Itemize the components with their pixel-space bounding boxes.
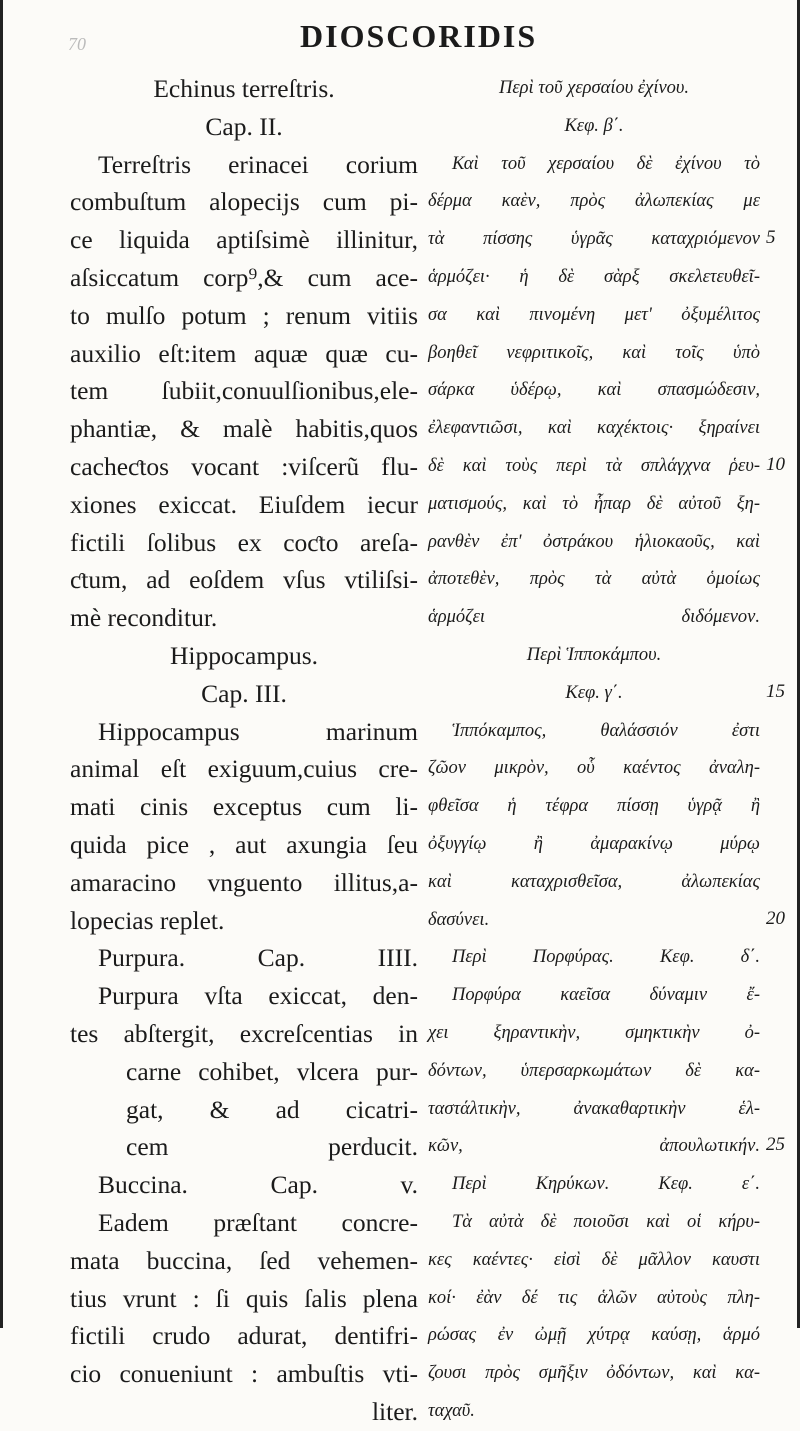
latin-text-line: Terreſtris erinacei corium bbox=[98, 149, 418, 179]
greek-text-line: Κεφ. γ΄. bbox=[565, 682, 623, 703]
greek-text-line: Περὶ Κηρύκων. Κεφ. ε΄. bbox=[452, 1174, 760, 1195]
greek-text-line: Κεφ. β΄. bbox=[564, 115, 624, 136]
latin-text-line: mati cinis exceptus cum li- bbox=[70, 792, 418, 822]
latin-text-line: animal eſt exiguum,cuius cre- bbox=[70, 754, 418, 784]
margin-line-number: 25 bbox=[766, 1134, 785, 1156]
greek-text-line: ἁρμόζει διδόμενον. bbox=[428, 607, 760, 628]
margin-line-number: 5 bbox=[766, 227, 776, 249]
latin-text-line: carne cohibet, vlcera pur- bbox=[126, 1056, 418, 1086]
greek-text-line: φθεῖσα ἡ τέφρα πίσσῃ ὑγρᾷ ἢ bbox=[428, 796, 760, 817]
latin-text-line: cem perducit. bbox=[126, 1132, 418, 1162]
greek-text-line: βοηθεῖ νεφριτικοῖς, καὶ τοῖς ὑπὸ bbox=[428, 342, 760, 363]
greek-text-line: Καὶ τοῦ χερσαίου δὲ ἐχίνου τὸ bbox=[452, 153, 760, 174]
latin-text-line: Cap. II. bbox=[205, 111, 283, 141]
latin-text-line: fictili crudo adurat, dentifri- bbox=[70, 1321, 418, 1351]
latin-text-line: mè reconditur. bbox=[70, 603, 218, 633]
latin-text-line: ƈtum, ad eoſdem vſus vtiliſsi- bbox=[70, 565, 418, 595]
greek-text-line: κες καέντες· εἰσὶ δὲ μᾶλλον καυστι bbox=[428, 1249, 760, 1270]
margin-line-number: 10 bbox=[766, 454, 785, 475]
greek-text-line: δέρμα καὲν, πρὸς ἀλωπεκίας με bbox=[428, 191, 760, 212]
greek-text-line: Πορφύρα καεῖσα δύναμιν ἔ- bbox=[452, 985, 760, 1006]
greek-text-line: σάρκα ὑδέρῳ, καὶ σπασμώδεσιν, bbox=[428, 380, 760, 401]
greek-column bbox=[428, 70, 760, 1431]
latin-text-line: combuſtum alopecijs cum pi- bbox=[70, 187, 418, 217]
latin-text-line: Hippocampus. bbox=[169, 640, 319, 670]
latin-text-line: ce liquida aptiſsimè illinitur, bbox=[70, 225, 418, 255]
latin-text-line: Purpura. Cap. IIII. bbox=[98, 943, 418, 973]
greek-text-line: σα καὶ πινομένη μετ' ὀξυμέλιτος bbox=[428, 304, 760, 325]
greek-text-line: Περὶ Πορφύρας. Κεφ. δ΄. bbox=[452, 947, 760, 968]
latin-text-line: liter. bbox=[371, 1396, 418, 1426]
greek-text-line: τὰ πίσσης ὑγρᾶς καταχριόμενον bbox=[428, 229, 760, 250]
latin-text-line: phantiæ, & malè habitis,quos bbox=[70, 414, 418, 444]
latin-text-line: gat, & ad cicatri- bbox=[126, 1094, 418, 1124]
greek-text-line: ρανθὲν ἐπ' ὀστράκου ἡλιοκαοῦς, καὶ bbox=[428, 531, 760, 552]
greek-text-line: καὶ καταχρισθεῖσα, ἀλωπεκίας bbox=[428, 871, 760, 892]
latin-text-line: to mulſo potum ; renum vitiis bbox=[70, 300, 418, 330]
page-edge-left bbox=[0, 0, 3, 1328]
greek-text-line: κοί· ἐὰν δέ τις ἁλῶν αὐτοὺς πλη- bbox=[428, 1287, 760, 1308]
greek-text-line: ταχαῦ. bbox=[428, 1400, 475, 1421]
greek-text-line: ζουσι πρὸς σμῆξιν ὀδόντων, καὶ κα- bbox=[428, 1363, 760, 1384]
latin-text-line: aſsiccatum corp⁹,& cum ace- bbox=[70, 262, 418, 292]
margin-line-number: 15 bbox=[766, 680, 785, 702]
latin-text-line: Hippocampus marinum bbox=[98, 716, 418, 746]
latin-text-line: xiones exiccat. Eiuſdem iecur bbox=[70, 489, 418, 519]
latin-text-line: Purpura vſta exiccat, den- bbox=[98, 981, 418, 1011]
latin-text-line: Cap. III. bbox=[201, 678, 287, 708]
latin-text-line: Eadem præſtant concre- bbox=[98, 1207, 418, 1237]
greek-text-line: ζῶον μικρὸν, οὗ καέντος ἀναλη- bbox=[428, 758, 760, 779]
greek-text-line: ταστάλτικὴν, ἀνακαθαρτικὴν ἑλ- bbox=[428, 1098, 760, 1119]
greek-text-line: ἁρμόζει· ἡ δὲ σὰρξ σκελετευθεῖ- bbox=[428, 266, 760, 287]
latin-text-line: fictili ſolibus ex coƈto areſa- bbox=[70, 527, 418, 557]
latin-text-line: auxilio eſt:item aquæ quæ cu- bbox=[70, 338, 418, 368]
greek-text-line: ὀξυγγίῳ ἢ ἀμαρακίνῳ μύρῳ bbox=[428, 833, 760, 854]
greek-text-line: Περὶ Ἱπποκάμπου. bbox=[526, 644, 662, 665]
latin-text-line: mata buccina, ſed vehemen- bbox=[70, 1245, 418, 1275]
greek-text-line: κῶν, ἀπουλωτικήν. bbox=[428, 1136, 760, 1157]
margin-line-number: 20 bbox=[766, 907, 785, 929]
latin-text-line: lopecias replet. bbox=[70, 905, 225, 935]
latin-text-line: tem ſubiit,conuulſionibus,ele- bbox=[70, 376, 418, 406]
greek-text-line: Ἱππόκαμπος, θαλάσσιόν ἐστι bbox=[452, 720, 760, 741]
page-title: DIOSCORIDIS bbox=[300, 18, 538, 54]
page-number: 70 bbox=[68, 34, 86, 54]
greek-text-line: ἐλεφαντιῶσι, καὶ καχέκτοις· ξηραίνει bbox=[428, 418, 760, 439]
latin-text-line: cacheƈtos vocant :viſcerũ flu- bbox=[70, 451, 418, 481]
latin-column bbox=[70, 70, 418, 1431]
greek-text-line: ἀποτεθὲν, πρὸς τὰ αὐτὰ ὁμοίως bbox=[428, 569, 760, 590]
greek-text-line: δασύνει. bbox=[428, 909, 490, 930]
greek-text-line: δὲ καὶ τοὺς περὶ τὰ σπλάγχνα ῥευ- bbox=[428, 455, 760, 476]
latin-text-line: tius vrunt : ſi quis ſalis plena bbox=[70, 1283, 418, 1313]
latin-text-line: quida pice , aut axungia ſeu bbox=[70, 829, 418, 859]
latin-text-line: cio conueniunt : ambuſtis vti- bbox=[70, 1359, 418, 1389]
latin-text-line: Echinus terreſtris. bbox=[153, 74, 335, 103]
latin-text-line: Buccina. Cap. v. bbox=[98, 1170, 418, 1200]
greek-text-line: ματισμούς, καὶ τὸ ἧπαρ δὲ αὐτοῦ ξη- bbox=[428, 493, 760, 514]
greek-text-line: Περὶ τοῦ χερσαίου ἐχίνου. bbox=[498, 78, 690, 98]
latin-text-line: tes abſtergit, excreſcentias in bbox=[70, 1018, 418, 1048]
latin-text-line: amaracino vnguento illitus,a- bbox=[70, 867, 418, 897]
greek-text-line: ρώσας ἐν ὠμῇ χύτρᾳ καύσῃ, ἁρμό bbox=[428, 1325, 760, 1346]
greek-text-line: Τὰ αὐτὰ δὲ ποιοῦσι καὶ οἱ κήρυ- bbox=[452, 1211, 760, 1232]
running-head bbox=[0, 14, 800, 58]
greek-text-line: χει ξηραντικὴν, σμηκτικὴν ὀ- bbox=[428, 1022, 760, 1043]
greek-text-line: δόντων, ὑπερσαρκωμάτων δὲ κα- bbox=[428, 1060, 760, 1081]
